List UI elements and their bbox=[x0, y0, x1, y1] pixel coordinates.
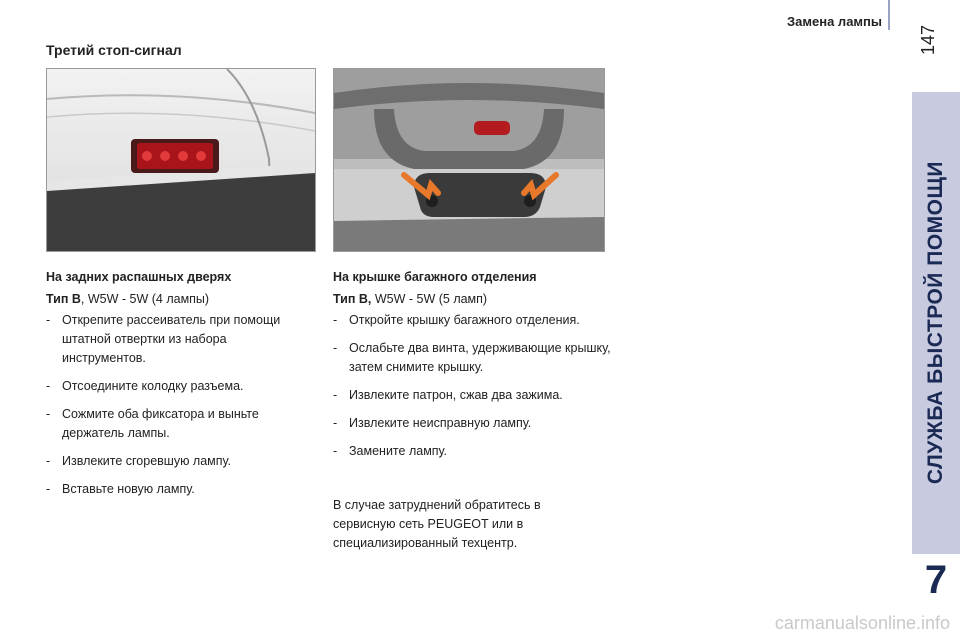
right-steps-list bbox=[333, 311, 613, 461]
left-steps-list bbox=[46, 311, 308, 499]
chapter-number: 7 bbox=[924, 558, 948, 602]
right-column bbox=[333, 268, 613, 470]
list-item: - Вставьте новую лампу. bbox=[46, 480, 308, 499]
section-title: Третий стоп-сигнал bbox=[46, 42, 182, 58]
page-number: 147 bbox=[918, 24, 938, 56]
header-divider bbox=[888, 0, 890, 30]
list-item: - Извлеките неисправную лампу. bbox=[333, 414, 613, 433]
list-item: - Открепите рассеиватель при помощи штатной отвертки из набора инструментов. bbox=[46, 311, 308, 368]
right-type-label: Тип В, bbox=[333, 292, 372, 306]
list-item: - Извлеките патрон, сжав два зажима. bbox=[333, 386, 613, 405]
left-column bbox=[46, 268, 308, 508]
right-type-line bbox=[333, 290, 613, 309]
rear-doors-lamp-photo bbox=[46, 68, 316, 252]
watermark: carmanualsonline.info bbox=[774, 613, 950, 633]
list-item: - Отсоедините колодку разъема. bbox=[46, 377, 308, 396]
list-item: - Извлеките сгоревшую лампу. bbox=[46, 452, 308, 471]
list-item: - Замените лампу. bbox=[333, 442, 613, 461]
right-column-heading: На крышке багажного отделения bbox=[333, 270, 537, 284]
tailgate-lamp-photo bbox=[333, 68, 605, 252]
list-item: - Ослабьте два винта, удерживающие крышку, затем снимите крышку. bbox=[333, 339, 613, 377]
left-type-line bbox=[46, 290, 308, 309]
right-type-value: W5W - 5W (5 ламп) bbox=[371, 292, 488, 306]
left-type-label: Тип В bbox=[46, 292, 81, 306]
chapter-side-tab bbox=[912, 92, 960, 554]
header-title: Замена лампы bbox=[787, 14, 882, 29]
list-item: - Откройте крышку багажного отделения. bbox=[333, 311, 613, 330]
left-type-value: , W5W - 5W (4 лампы) bbox=[80, 292, 210, 306]
chapter-tab-label: СЛУЖБА БЫСТРОЙ ПОМОЩИ bbox=[924, 161, 947, 485]
list-item: - Сожмите оба фиксатора и выньте держатель лампы. bbox=[46, 405, 308, 443]
service-note: В случае затруднений обратитесь в сервисную сеть PEUGEOT или в специализированный техцентр. bbox=[333, 498, 541, 550]
left-column-heading: На задних распашных дверях bbox=[46, 270, 232, 284]
